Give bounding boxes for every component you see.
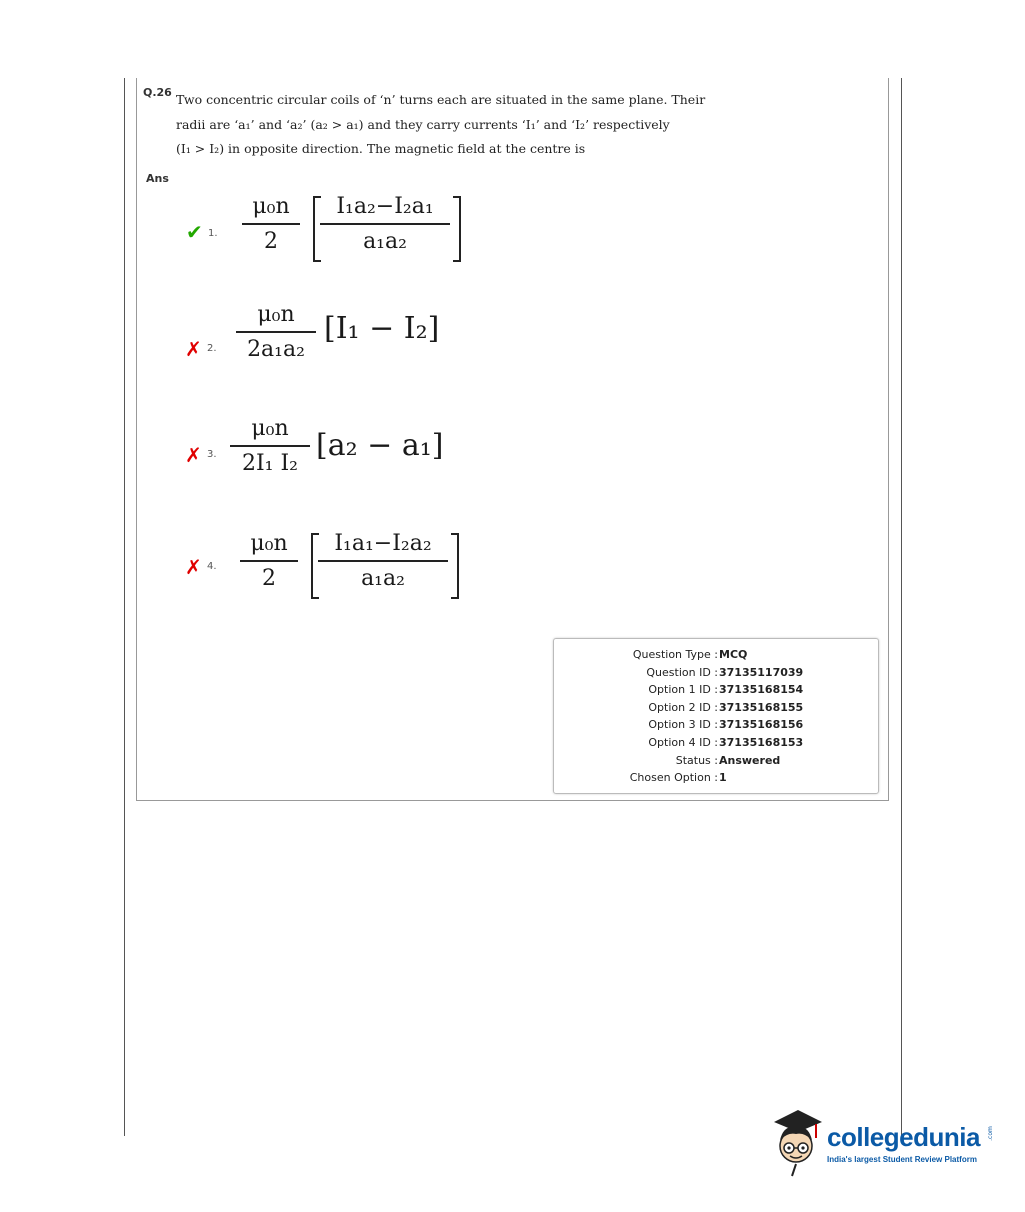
fraction-bar (230, 445, 310, 447)
coefficient-denominator: 2 (262, 565, 276, 591)
inner-numerator: I₁a₁−I₂a₂ (334, 531, 432, 556)
logo-wordmark: collegedunia (827, 1122, 980, 1152)
info-row-option-3-id (554, 718, 878, 735)
inner-denominator: a₁a₂ (363, 228, 407, 254)
right-bracket (453, 196, 461, 262)
wrong-cross-icon: ✗ (185, 443, 202, 467)
inner-numerator: I₁a₂−I₂a₁ (336, 194, 434, 219)
collegedunia-logo[interactable] (770, 1100, 1000, 1180)
info-label: Status : (675, 754, 718, 767)
correct-check-icon: ✔ (186, 220, 203, 244)
info-row-option-4-id (554, 736, 878, 753)
info-row-question-id (554, 666, 878, 683)
question-box-left-line (136, 78, 137, 800)
answer-label: Ans (146, 172, 169, 185)
info-row-question-type (554, 648, 878, 665)
question-number: Q.26 (143, 86, 172, 99)
info-label: Option 3 ID : (648, 718, 718, 731)
inner-fraction (320, 194, 450, 254)
option-number: 2. (207, 343, 217, 354)
coefficient-denominator: 2I₁ I₂ (241, 450, 298, 476)
fraction-bar (236, 331, 316, 333)
info-value: 37135168154 (719, 683, 804, 696)
bracket-expression: [I₁ − I₂] (324, 311, 440, 346)
info-label: Question ID : (646, 666, 718, 679)
info-value: MCQ (719, 648, 748, 661)
info-label: Question Type : (632, 648, 718, 661)
info-row-option-1-id (554, 683, 878, 700)
question-line-2: radii are ‘a₁’ and ‘a₂’ (a₂ > a₁) and they carry currents ‘I₁’ and ‘I₂’ respectively (176, 117, 670, 132)
info-value: 37135168153 (719, 736, 804, 749)
coefficient-numerator: μ₀n (257, 302, 295, 327)
coefficient-fraction (242, 194, 300, 254)
info-label: Option 1 ID : (648, 683, 718, 696)
fraction-bar (320, 223, 450, 225)
option-number: 4. (207, 561, 217, 572)
coefficient-fraction (240, 531, 298, 591)
info-value: 37135168155 (719, 701, 804, 714)
info-label: Option 2 ID : (648, 701, 718, 714)
graduate-mascot-icon (770, 1100, 826, 1178)
frame-left-line (124, 78, 125, 1136)
bracket-expression: [a₂ − a₁] (316, 428, 444, 463)
wrong-cross-icon: ✗ (185, 555, 202, 579)
wrong-cross-icon: ✗ (185, 337, 202, 361)
right-bracket (451, 533, 459, 599)
option-number: 1. (208, 228, 218, 239)
logo-tagline: India's largest Student Review Platform (827, 1155, 977, 1164)
coefficient-numerator: μ₀n (252, 194, 290, 219)
coefficient-fraction (230, 416, 310, 476)
info-label: Chosen Option : (629, 771, 718, 784)
info-row-chosen-option (554, 771, 878, 788)
logo-com: .com (986, 1126, 994, 1141)
info-value: 37135168156 (719, 718, 804, 731)
question-line-3: (I₁ > I₂) in opposite direction. The magnetic field at the centre is (176, 141, 586, 156)
info-value: 1 (719, 771, 727, 784)
question-box-right-line (888, 78, 889, 800)
info-label: Option 4 ID : (648, 736, 718, 749)
frame-right-line (901, 78, 902, 1140)
question-box-bottom-line (136, 800, 889, 801)
option-number: 3. (207, 449, 217, 460)
info-row-option-2-id (554, 701, 878, 718)
info-value: 37135117039 (719, 666, 804, 679)
question-line-1: Two concentric circular coils of ‘n’ turns each are situated in the same plane. Their (176, 92, 706, 107)
coefficient-denominator: 2 (264, 228, 278, 254)
question-info-box (553, 638, 879, 794)
fraction-bar (242, 223, 300, 225)
inner-fraction (318, 531, 448, 591)
coefficient-numerator: μ₀n (250, 531, 288, 556)
coefficient-denominator: 2a₁a₂ (247, 336, 305, 362)
inner-denominator: a₁a₂ (361, 565, 405, 591)
info-value: Answered (719, 754, 781, 767)
info-row-status (554, 754, 878, 771)
fraction-bar (318, 560, 448, 562)
fraction-bar (240, 560, 298, 562)
coefficient-fraction (236, 302, 316, 362)
coefficient-numerator: μ₀n (251, 416, 289, 441)
